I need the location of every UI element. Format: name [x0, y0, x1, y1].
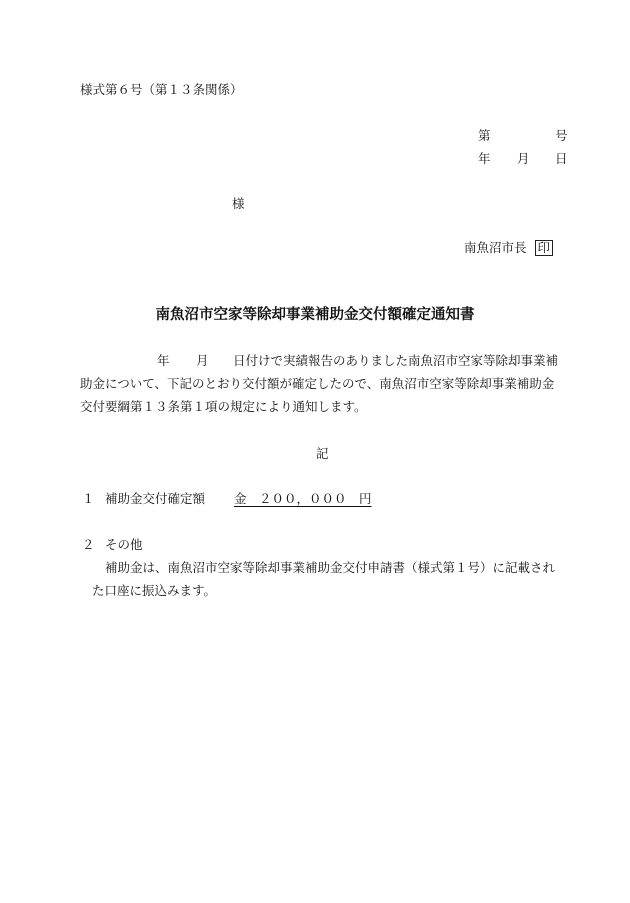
form-label: 様式第６号（第１３条関係）: [80, 82, 243, 97]
body-line3: 交付要綱第１３条第１項の規定により通知します。: [80, 399, 367, 414]
item2-text-line2: た口座に振込みます。: [92, 583, 217, 598]
item1-amount: 金 ２００，０００ 円: [234, 491, 372, 506]
item1-label: 補助金交付確定額: [105, 491, 206, 506]
item2-number: ２: [82, 537, 95, 552]
body-line2: 助金について、下記のとおり交付額が確定したので、南魚沼市空家等除却事業補助金: [80, 376, 555, 391]
issuer-name: 南魚沼市長: [464, 240, 527, 255]
issuer-block: [464, 240, 553, 256]
number-prefix: 第: [478, 128, 491, 143]
number-suffix: 号: [555, 128, 568, 143]
date-year: 年: [478, 151, 491, 166]
addressee-suffix: 様: [232, 196, 245, 211]
item2-text-line1: 補助金は、南魚沼市空家等除却事業補助金交付申請書（様式第１号）に記載され: [105, 560, 556, 575]
body-year: 年: [157, 353, 170, 368]
document-title: 南魚沼市空家等除却事業補助金交付額確定通知書: [155, 307, 475, 323]
seal-stamp: 印: [535, 240, 554, 256]
body-line1: 日付けで実績報告のありました南魚沼市空家等除却事業補: [233, 353, 559, 368]
date-month: 月: [517, 151, 530, 166]
body-month: 月: [196, 353, 209, 368]
ki-heading: 記: [316, 446, 329, 461]
date-day: 日: [555, 151, 568, 166]
item2-label: その他: [105, 537, 143, 552]
item1-number: １: [82, 491, 95, 506]
